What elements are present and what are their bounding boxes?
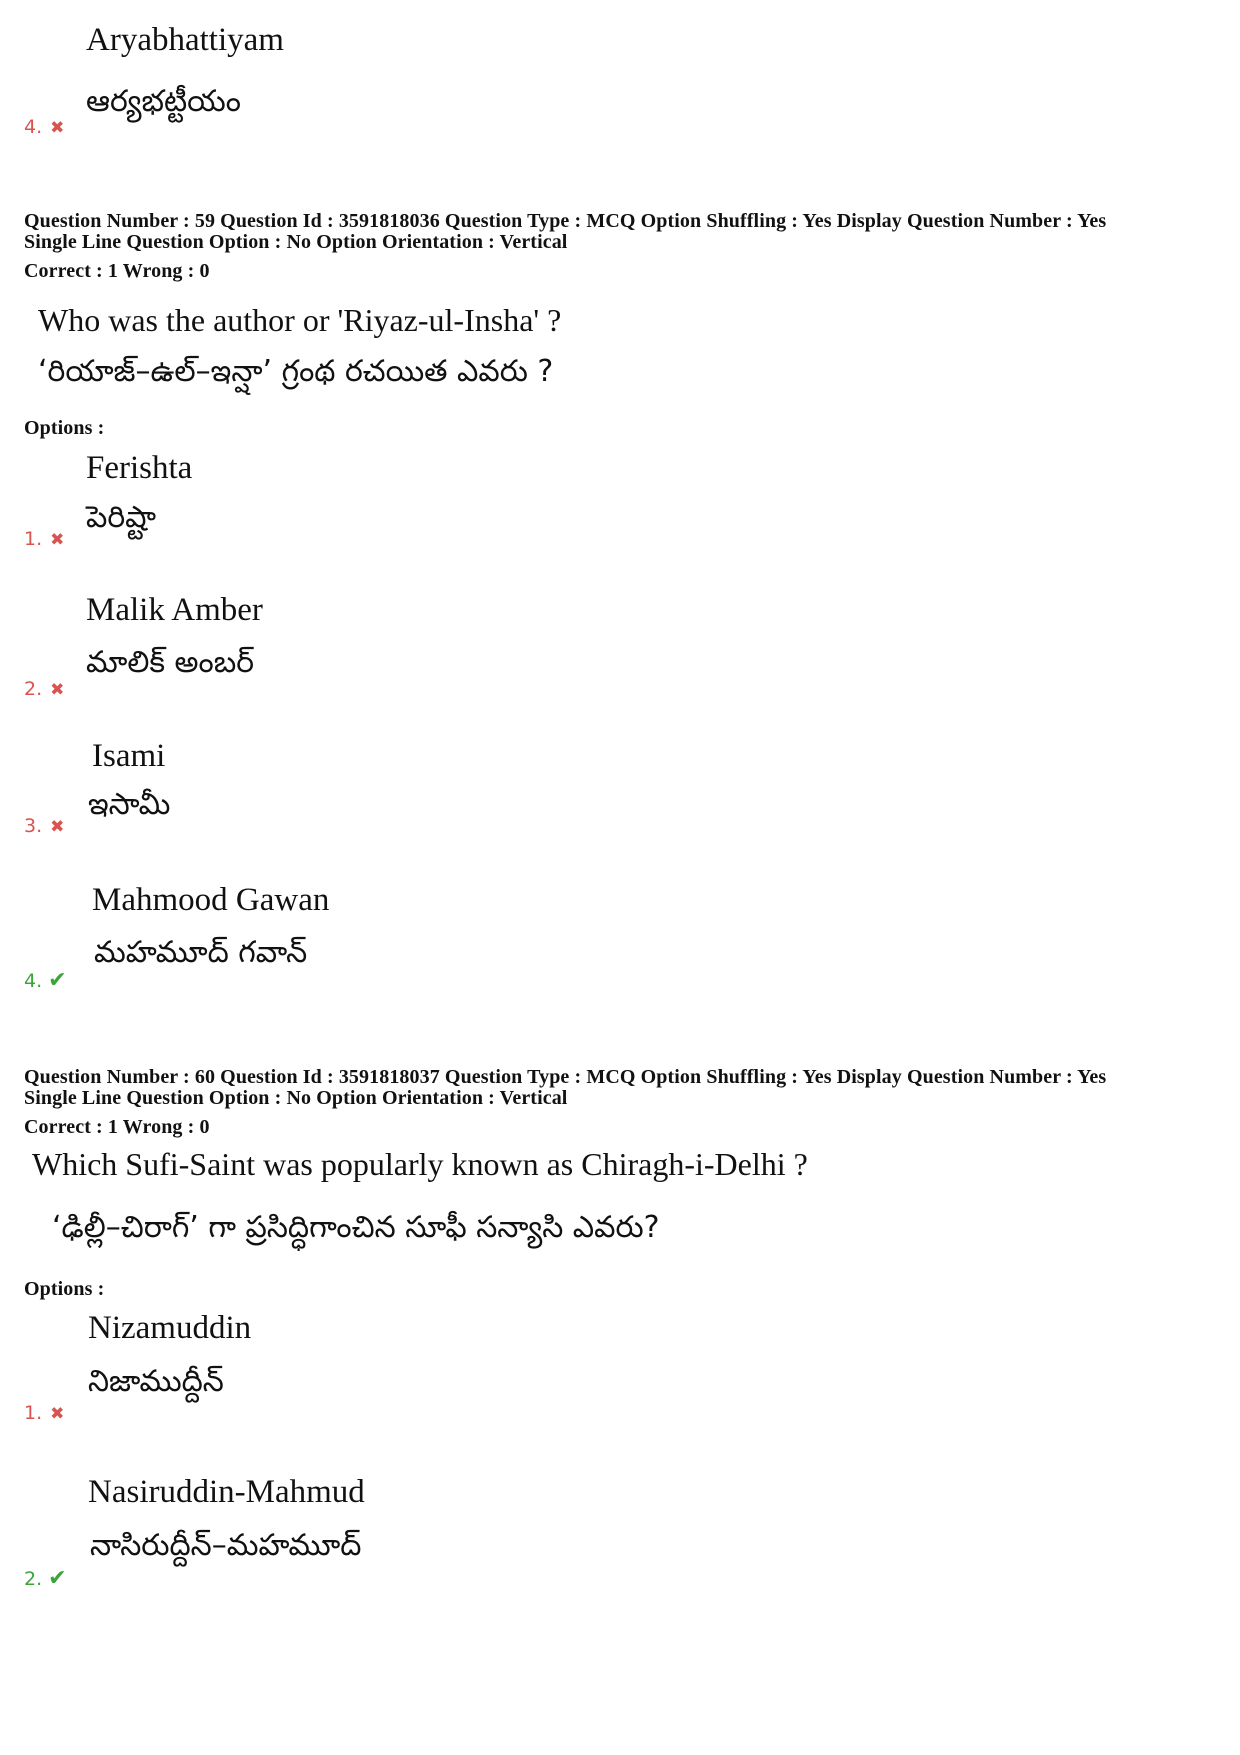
option-telugu: ఆర్యభట్టీయం	[86, 84, 241, 119]
option-english: Isami	[92, 738, 166, 774]
wrong-mark-icon: ✖	[50, 118, 65, 138]
question-meta-line2: Single Line Question Option : No Option Orientation : Vertical	[24, 231, 568, 253]
question-meta-line1: Question Number : 59 Question Id : 3591818036 Question Type : MCQ Option Shuffling : Yes Display Question Number : Yes	[24, 210, 1107, 232]
option-number: 2.	[24, 678, 43, 700]
option-english: Ferishta	[86, 450, 193, 486]
option-number: 4.	[24, 970, 43, 992]
option-english: Aryabhattiyam	[86, 22, 284, 58]
option-number-row	[24, 528, 64, 550]
option-english: Mahmood Gawan	[92, 882, 330, 918]
option-number: 1.	[24, 1402, 43, 1424]
option-telugu: ఇసామీ	[88, 787, 171, 822]
wrong-mark-icon: ✖	[50, 817, 65, 837]
option-number-row	[24, 116, 64, 138]
option-english: Nizamuddin	[88, 1310, 252, 1346]
option-number: 2.	[24, 1568, 43, 1590]
option-number-row	[24, 678, 64, 700]
option-telugu: మాలిక్ అంబర్	[86, 645, 255, 680]
options-label: Options :	[24, 417, 105, 439]
wrong-mark-icon: ✖	[50, 1404, 65, 1424]
option-telugu: పెరిష్టా	[86, 500, 157, 535]
wrong-mark-icon: ✖	[50, 530, 65, 550]
question-text-english: Who was the author or 'Riyaz-ul-Insha' ?	[38, 302, 562, 338]
question-marks: Correct : 1 Wrong : 0	[24, 1116, 210, 1138]
question-text-telugu: ‘ఢిల్లీ–చిరాగ్’ గా ప్రసిద్ధిగాంచిన సూఫీ సన్యాసి ఎవరు?	[52, 1210, 660, 1245]
question-meta-line1: Question Number : 60 Question Id : 3591818037 Question Type : MCQ Option Shuffling : Yes Display Question Number : Yes	[24, 1066, 1107, 1088]
check-mark-icon: ✔	[48, 968, 67, 993]
option-number: 4.	[24, 116, 43, 138]
option-number: 1.	[24, 528, 43, 550]
option-number-row	[24, 1402, 64, 1424]
question-text-telugu: ‘రియాజ్–ఉల్–ఇన్షా’ గ్రంథ రచయిత ఎవరు ?	[38, 354, 554, 389]
wrong-mark-icon: ✖	[50, 680, 65, 700]
option-telugu: మహమూద్ గవాన్	[94, 935, 308, 970]
question-meta-line2: Single Line Question Option : No Option Orientation : Vertical	[24, 1087, 568, 1109]
option-english: Malik Amber	[86, 592, 263, 628]
options-label: Options :	[24, 1278, 105, 1300]
option-number: 3.	[24, 815, 43, 837]
option-number-row	[24, 815, 64, 837]
option-telugu: నిజాముద్దీన్	[88, 1364, 224, 1399]
check-mark-icon: ✔	[48, 1566, 67, 1591]
option-number-row	[24, 1566, 67, 1591]
option-telugu: నాసిరుద్దీన్–మహమూద్	[90, 1528, 362, 1563]
question-text-english: Which Sufi-Saint was popularly known as Chiragh-i-Delhi ?	[32, 1146, 808, 1182]
question-marks: Correct : 1 Wrong : 0	[24, 260, 210, 282]
option-english: Nasiruddin-Mahmud	[88, 1474, 365, 1510]
option-number-row	[24, 968, 67, 993]
